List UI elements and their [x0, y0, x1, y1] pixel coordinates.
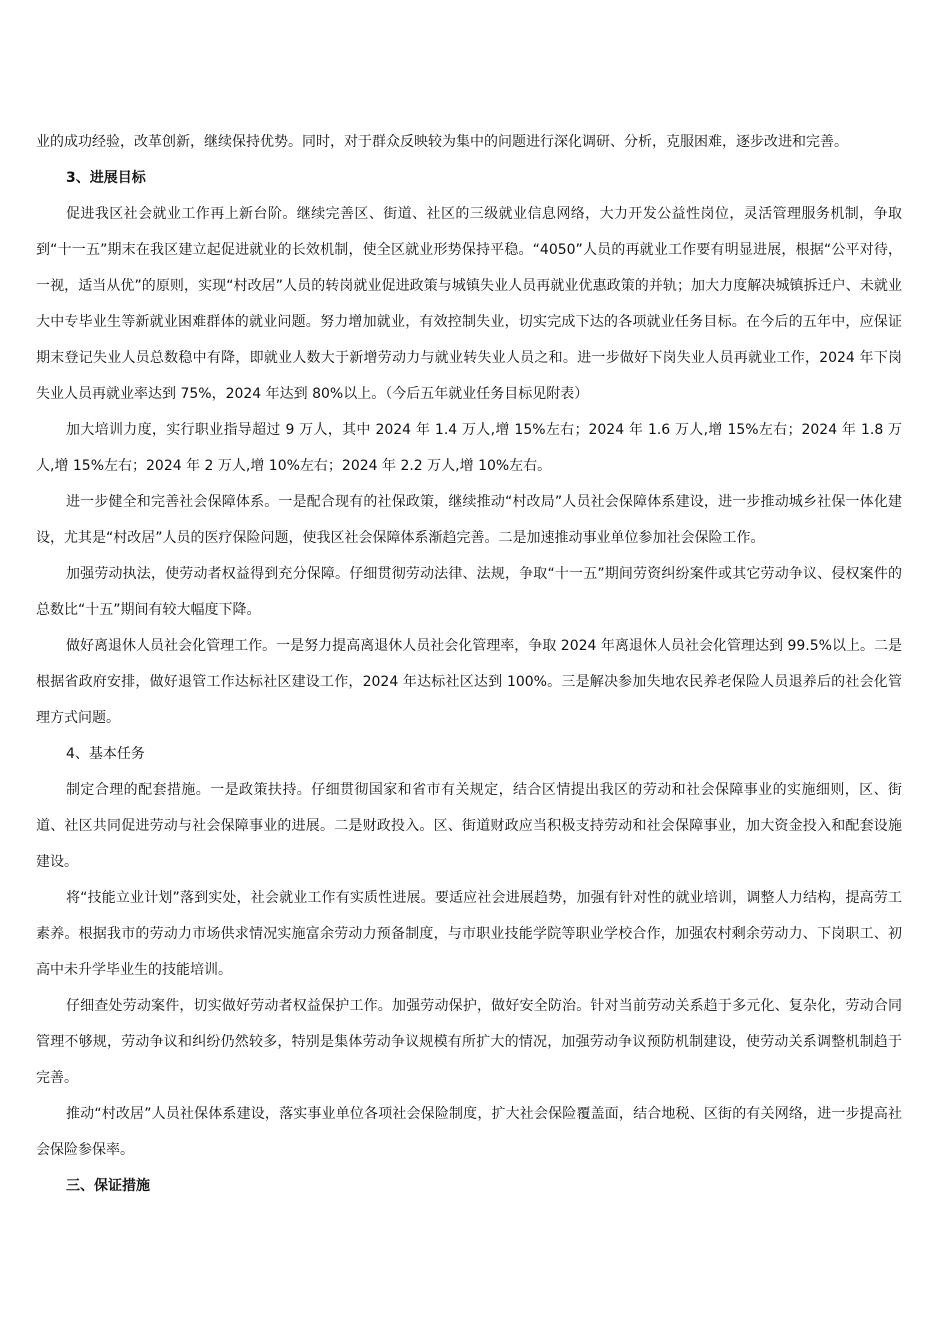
paragraph-labor-cases: 仔细查处劳动案件，切实做好劳动者权益保护工作。加强劳动保护，做好安全防治。针对当前劳动关系趋于多元化、复杂化，劳动合同管理不够规，劳动争议和纠纷仍然较多，特别是集体劳动争议规模有所扩大的情况，加强劳动争议预防机制建设，使劳动关系调整机制趋于完善。 [36, 998, 902, 1086]
paragraph-supporting-measures: 制定合理的配套措施。一是政策扶持。仔细贯彻国家和省市有关规定，结合区情提出我区的劳动和社会保障事业的实施细则，区、街道、社区共同促进劳动与社会保障事业的进展。二是财政投入。区、街道财政应当积极支持劳动和社会保障事业，加大资金投入和配套设施建设。 [36, 782, 902, 870]
paragraph-skills-plan: 将“技能立业计划”落到实处，社会就业工作有实质性进展。要适应社会进展趋势，加强有针对性的就业培训，调整人力结构，提高劳工素养。根据我市的劳动力市场供求情况实施富余劳动力预备制度，与市职业技能学院等职业学校合作，加强农村剩余劳动力、下岗职工、初高中未升学毕业生的技能培训。 [36, 890, 902, 978]
paragraph-insurance-coverage: 推动“村改居”人员社保体系建设，落实事业单位各项社会保险制度，扩大社会保险覆盖面，结合地税、区街的有关网络，进一步提高社会保险参保率。 [36, 1106, 902, 1158]
paragraph-labor-enforcement: 加强劳动执法，使劳动者权益得到充分保障。仔细贯彻劳动法律、法规，争取“十一五”期间劳资纠纷案件或其它劳动争议、侵权案件的总数比“十五”期间有较大幅度下降。 [36, 566, 902, 618]
paragraph-continuation: 业的成功经验，改革创新，继续保持优势。同时，对于群众反映较为集中的问题进行深化调研、分析，克服困难，逐步改进和完善。 [36, 134, 848, 150]
paragraph-training: 加大培训力度，实行职业指导超过 9 万人，其中 2024 年 1.4 万人,增 15%左右；2024 年 1.6 万人,增 15%左右；2024 年 1.8 万人,增 15%左右；2024 年 2 万人,增 10%左右；2024 年 2.2 万人,增 10%左右。 [36, 422, 902, 474]
section-heading-guarantee-measures: 三、保证措施 [66, 1178, 150, 1194]
paragraph-social-security: 进一步健全和完善社会保障体系。一是配合现有的社保政策，继续推动“村改局”人员社会保障体系建设，进一步推动城乡社保一体化建设，尤其是“村改居”人员的医疗保险问题，使我区社会保障体系渐趋完善。二是加速推动事业单位参加社会保险工作。 [36, 494, 902, 546]
paragraph-retiree-management: 做好离退休人员社会化管理工作。一是努力提高离退休人员社会化管理率，争取 2024 年离退休人员社会化管理达到 99.5%以上。二是根据省政府安排，做好退管工作达标社区建设工作，2024 年达标社区达到 100%。三是解决参加失地农民养老保险人员退养后的社会化管理方式问题。 [36, 638, 902, 726]
paragraph-employment-goals: 促进我区社会就业工作再上新台阶。继续完善区、街道、社区的三级就业信息网络，大力开发公益性岗位，灵活管理服务机制，争取到“十一五”期末在我区建立起促进就业的长效机制，使全区就业形势保持平稳。“4050”人员的再就业工作要有明显进展，根据“公平对待，一视，适当从优”的原则，实现“村改居”人员的转岗就业促进政策与城镇失业人员再就业优惠政策的并轨；加大力度解决城镇拆迁户、未就业大中专毕业生等新就业困难群体的就业问题。努力增加就业，有效控制失业，切实完成下达的各项就业任务目标。在今后的五年中，应保证期末登记失业人员总数稳中有降，即就业人数大于新增劳动力与就业转失业人员之和。进一步做好下岗失业人员再就业工作，2024 年下岗失业人员再就业率达到 75%，2024 年达到 80%以上。（今后五年就业任务目标见附表） [36, 206, 902, 402]
section-heading-progress-goals: 3、进展目标 [66, 170, 146, 186]
document-body [36, 124, 902, 1204]
section-heading-basic-tasks: 4、基本任务 [66, 746, 145, 762]
